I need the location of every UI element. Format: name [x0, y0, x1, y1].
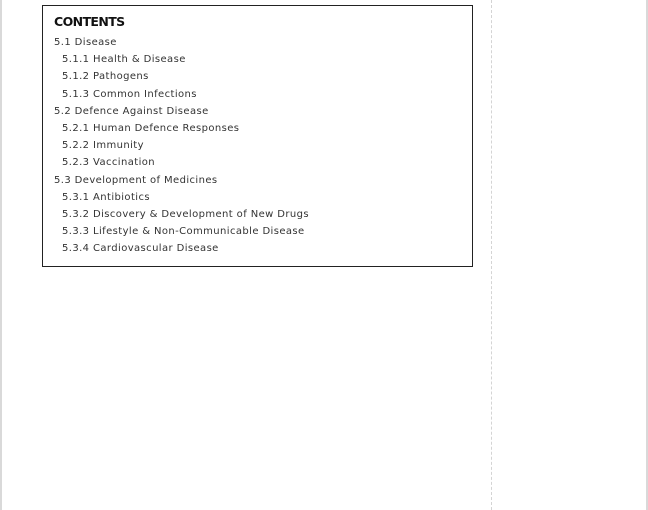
toc-link-5-2-defence-against-disease[interactable]: 5.2 Defence Against Disease: [54, 105, 209, 117]
toc-link-5-3-3-lifestyle-non-communicable[interactable]: 5.3.3 Lifestyle & Non-Communicable Disease: [62, 226, 305, 238]
toc-link-5-3-development-of-medicines[interactable]: 5.3 Development of Medicines: [54, 174, 218, 186]
toc-link-5-3-1-antibiotics[interactable]: 5.3.1 Antibiotics: [62, 191, 150, 203]
toc-link-5-2-3-vaccination[interactable]: 5.2.3 Vaccination: [62, 157, 156, 169]
toc-link-5-3-4-cardiovascular-disease[interactable]: 5.3.4 Cardiovascular Disease: [62, 243, 219, 255]
table-of-contents: [42, 5, 473, 267]
toc-link-5-3-2-discovery-development[interactable]: 5.3.2 Discovery & Development of New Drugs: [62, 208, 309, 220]
toc-title: CONTENTS: [54, 14, 125, 29]
page-left-border: [0, 0, 2, 510]
toc-list: [54, 36, 309, 259]
toc-link-5-1-2-pathogens[interactable]: 5.1.2 Pathogens: [62, 71, 149, 83]
toc-link-5-2-1-human-defence-responses[interactable]: 5.2.1 Human Defence Responses: [62, 122, 240, 134]
toc-link-5-1-disease[interactable]: 5.1 Disease: [54, 37, 117, 48]
toc-link-5-1-3-common-infections[interactable]: 5.1.3 Common Infections: [62, 88, 197, 100]
column-divider: [491, 0, 492, 510]
toc-link-5-2-2-immunity[interactable]: 5.2.2 Immunity: [62, 140, 144, 152]
toc-link-5-1-1-health-disease[interactable]: 5.1.1 Health & Disease: [62, 54, 186, 66]
